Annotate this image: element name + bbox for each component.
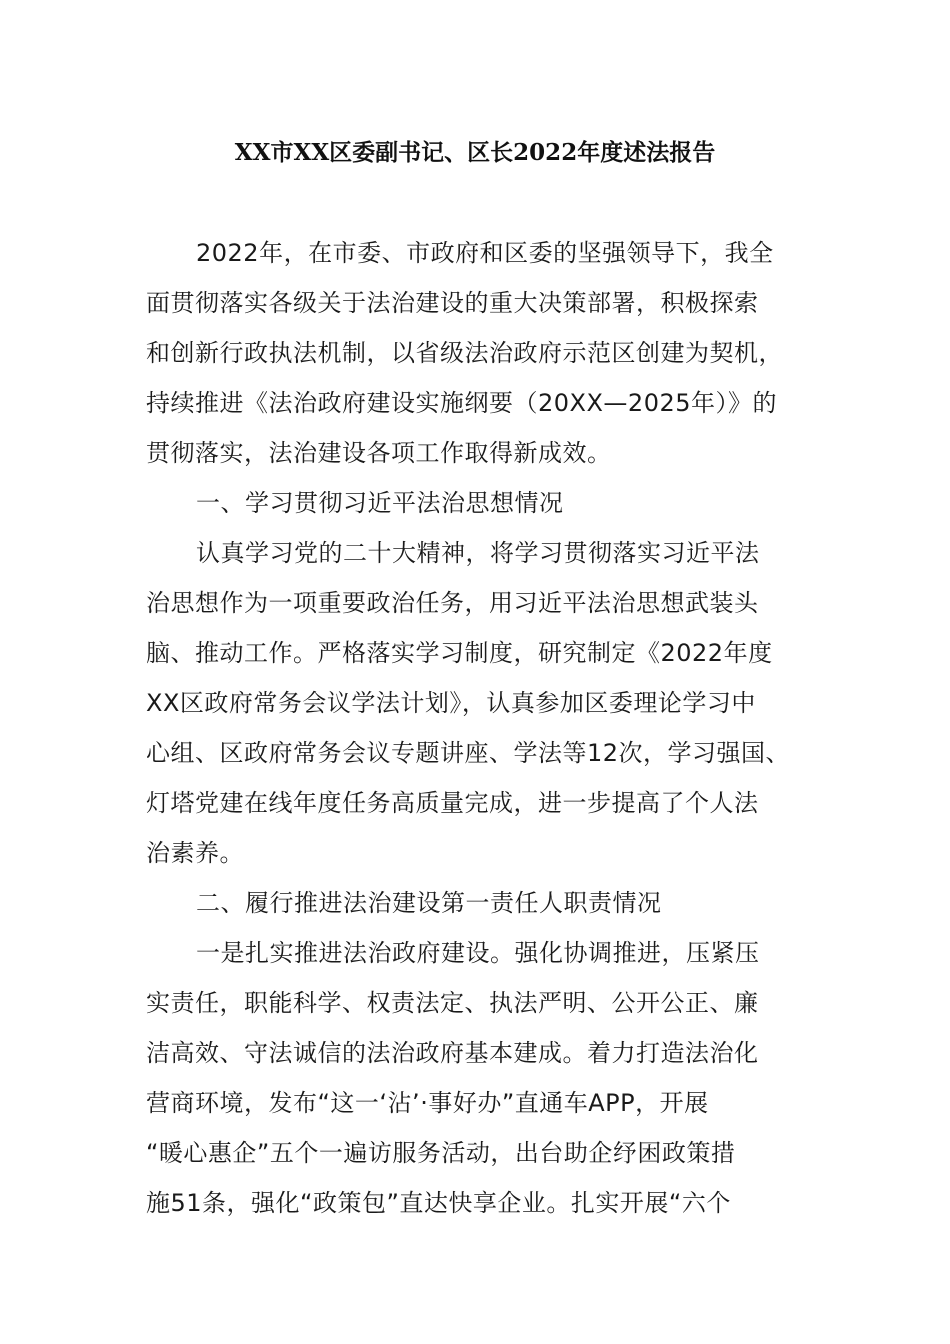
section-heading: 二、履行推进法治建设第一责任人职责情况: [196, 889, 662, 917]
document-title: XX市XX区委副书记、区长2022年度述法报告: [234, 139, 716, 166]
paragraph-line: 面贯彻落实各级关于法治建设的重大决策部署，积极探索: [146, 289, 759, 317]
paragraph-line: 脑、推动工作。严格落实学习制度，研究制定《2022年度: [146, 639, 773, 667]
paragraph-line: 洁高效、守法诚信的法治政府基本建成。着力打造法治化: [146, 1039, 759, 1067]
paragraph-line: 和创新行政执法机制，以省级法治政府示范区创建为契机，: [146, 339, 783, 367]
paragraph-line: 治思想作为一项重要政治任务，用习近平法治思想武装头: [146, 589, 759, 617]
paragraph-line: 灯塔党建在线年度任务高质量完成，进一步提高了个人法: [146, 789, 759, 817]
paragraph-line: 施51条，强化“政策包”直达快享企业。扎实开展“六个: [146, 1189, 731, 1217]
paragraph-line: 2022年，在市委、市政府和区委的坚强领导下，我全: [196, 239, 774, 267]
paragraph-line: 认真学习党的二十大精神，将学习贯彻落实习近平法: [196, 539, 760, 567]
paragraph-line: “暖心惠企”五个一遍访服务活动，出台助企纾困政策措: [146, 1139, 736, 1167]
paragraph-line: 实责任，职能科学、权责法定、执法严明、公开公正、廉: [146, 989, 759, 1017]
paragraph-line: 治素养。: [146, 839, 244, 867]
section-heading: 一、学习贯彻习近平法治思想情况: [196, 489, 564, 517]
paragraph-line: 一是扎实推进法治政府建设。强化协调推进，压紧压: [196, 939, 760, 967]
paragraph-line: 营商环境，发布“这一‘沾’·事好办”直通车APP，开展: [146, 1089, 709, 1117]
paragraph-line: 持续推进《法治政府建设实施纲要（20XX—2025年）》的: [146, 389, 777, 417]
paragraph-line: 贯彻落实，法治建设各项工作取得新成效。: [146, 439, 612, 467]
paragraph-line: XX区政府常务会议学法计划》，认真参加区委理论学习中: [146, 689, 756, 717]
paragraph-line: 心组、区政府常务会议专题讲座、学法等12次，学习强国、: [146, 739, 791, 767]
